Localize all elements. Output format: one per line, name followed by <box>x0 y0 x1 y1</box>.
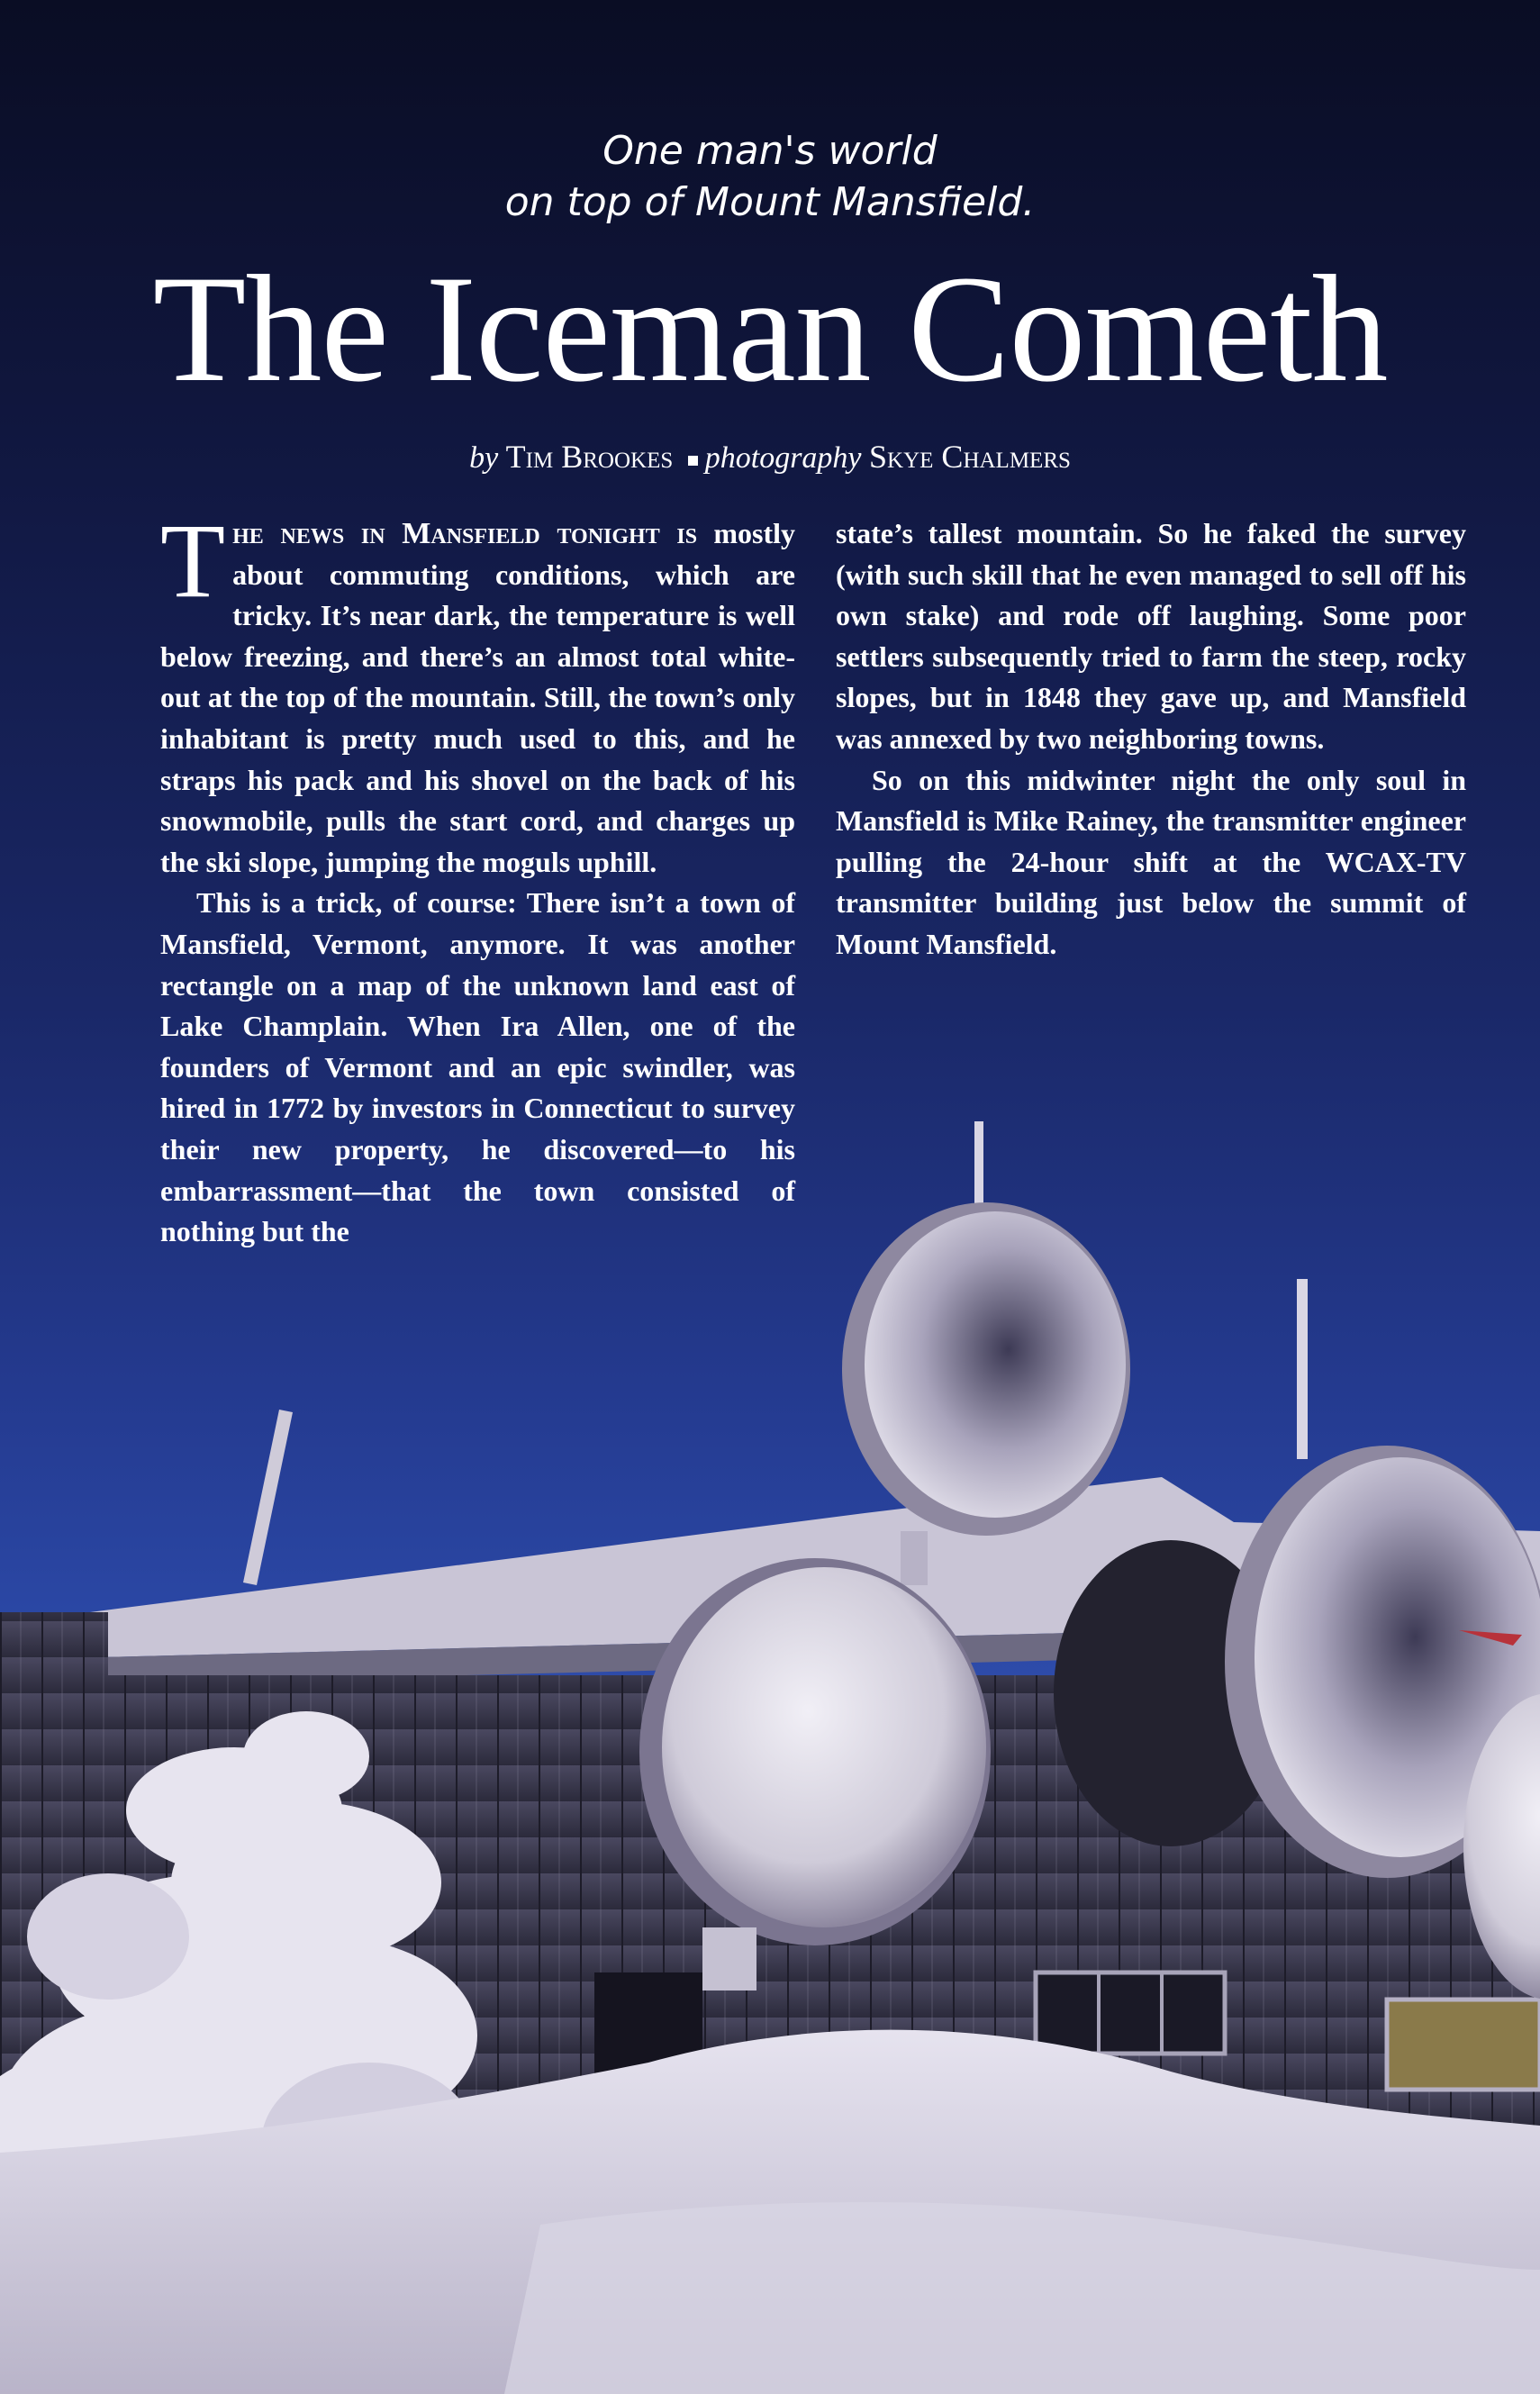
paragraph-1 <box>160 502 795 883</box>
byline-by-prefix: by <box>469 441 499 475</box>
byline-photo-prefix: photography <box>704 441 862 475</box>
byline <box>0 437 1540 478</box>
byline-photographer: Skye Chalmers <box>869 439 1071 475</box>
lead-in: he news in Mansfield tonight is <box>232 517 698 550</box>
text-column-right <box>836 513 1466 966</box>
deck-line-1: One man's world <box>602 128 938 174</box>
deck-line-2: on top of Mount Mansfield. <box>504 179 1036 225</box>
paragraph-2: This is a trick, of course: There isn’t a town of Mansfield, Vermont, anymore. It was another rectangle on a map of the unknown land east of Lake Champlain. When Ira Allen, one of the founders of Vermont and an epic swindler, was hired in 1772 by investors in Connecticut to survey their new property, he discovered—to his embarrassment—that the town consisted of nothing but the <box>160 886 795 1248</box>
text-column-left <box>160 502 795 1253</box>
byline-separator <box>688 456 698 466</box>
byline-author: Tim Brookes <box>505 439 674 475</box>
article-title: The Iceman Cometh <box>152 244 1388 413</box>
paragraph-2-continued: state’s tallest mountain. So he faked the survey (with such skill that he even managed to sell off his own stake) and rode off laughing. Some poor settlers subsequently tried to farm the steep, rocky slopes, but in 1848 they gave up, and Mansfield was annexed by two neighboring towns. <box>836 517 1466 755</box>
drop-cap: T <box>160 502 226 620</box>
paragraph-1-text: mostly about commuting conditions, which are tricky. It’s near dark, the temperature is well below freezing, and there’s an almost total white-out at the top of the mountain. Still, the town’s only inhabitant is pretty much used to this, and he straps his pack and his shovel on the back of his snowmobile, pulls the start cord, and charges up the ski slope, jumping the moguls uphill. <box>160 517 795 878</box>
paragraph-3: So on this midwinter night the only soul in Mansfield is Mike Rainey, the transmitter engineer pulling the 24-hour shift at the WCAX-TV transmitter building just below the summit of Mount Mansfield. <box>836 763 1466 960</box>
